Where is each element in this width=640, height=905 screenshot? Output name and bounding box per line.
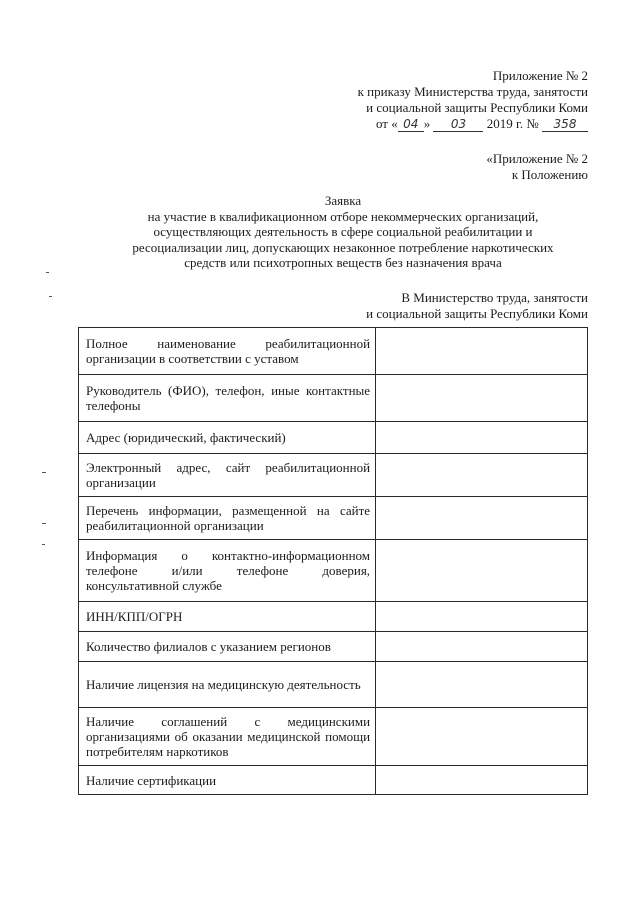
application-form-table [78, 327, 588, 795]
date-prefix: от « [375, 116, 398, 131]
title-line-2: осуществляющих деятельность в сфере социальной реабилитации и [153, 224, 533, 239]
row-value-email-site[interactable] [376, 454, 588, 497]
table-row [79, 540, 588, 602]
application-title [108, 193, 578, 271]
sub-appendix-line: к Положению [511, 167, 588, 182]
title-line-3: ресоциализации лиц, допускающих незаконное потребление наркотических [132, 239, 554, 255]
row-value-hotline[interactable] [376, 540, 588, 602]
row-label-site-info: Перечень информации, размещенной на сайте реабилитационной организации [79, 497, 376, 540]
title-heading: Заявка [324, 193, 362, 208]
row-label-address: Адрес (юридический, фактический) [79, 422, 376, 454]
table-row [79, 708, 588, 766]
row-value-full-name[interactable] [376, 328, 588, 375]
row-label-branches: Количество филиалов с указанием регионов [79, 632, 376, 662]
sub-appendix-title: «Приложение № 2 [486, 151, 588, 166]
date-day-handwritten: 04 [398, 118, 424, 132]
appendix-title: Приложение № 2 [492, 68, 588, 83]
order-number-handwritten: 358 [542, 118, 588, 132]
scan-artifact [42, 472, 46, 473]
table-row [79, 766, 588, 795]
addressee-line-2: и социальной защиты Республики Коми [366, 306, 588, 321]
table-row [79, 497, 588, 540]
order-line-2: и социальной защиты Республики Коми [366, 100, 588, 115]
row-value-branches[interactable] [376, 632, 588, 662]
row-label-inn: ИНН/КПП/ОГРН [79, 602, 376, 632]
order-header [358, 68, 588, 132]
table-row [79, 375, 588, 422]
table-row [79, 422, 588, 454]
date-year: 2019 г. № [486, 116, 539, 131]
title-line-1: на участие в квалификационном отборе некоммерческих организаций, [147, 208, 539, 224]
row-label-full-name: Полное наименование реабилитационной организации в соответствии с уставом [79, 328, 376, 375]
order-line-1: к приказу Министерства труда, занятости [357, 84, 588, 99]
order-date-line [358, 116, 588, 132]
scan-artifact [42, 523, 46, 524]
row-label-email-site: Электронный адрес, сайт реабилитационной организации [79, 454, 376, 497]
addressee [366, 290, 588, 322]
date-mid: » [423, 116, 431, 131]
table-row [79, 662, 588, 708]
table-row [79, 454, 588, 497]
row-value-inn[interactable] [376, 602, 588, 632]
row-value-site-info[interactable] [376, 497, 588, 540]
date-month-handwritten: 03 [433, 118, 483, 132]
addressee-line-1: В Министерство труда, занятости [401, 290, 588, 305]
regulation-header [486, 151, 588, 183]
row-value-director[interactable] [376, 375, 588, 422]
row-value-certification[interactable] [376, 766, 588, 795]
row-value-agreements[interactable] [376, 708, 588, 766]
row-value-address[interactable] [376, 422, 588, 454]
table-row [79, 328, 588, 375]
table-row [79, 602, 588, 632]
row-label-license: Наличие лицензия на медицинскую деятельность [79, 662, 376, 708]
scan-artifact [49, 296, 52, 297]
scan-artifact [46, 272, 49, 273]
row-label-certification: Наличие сертификации [79, 766, 376, 795]
row-value-license[interactable] [376, 662, 588, 708]
table-row [79, 632, 588, 662]
title-line-4: средств или психотропных веществ без назначения врача [184, 255, 502, 270]
row-label-hotline: Информация о контактно-информационном телефоне и/или телефоне доверия, консультативной службе [79, 540, 376, 602]
row-label-director: Руководитель (ФИО), телефон, иные контактные телефоны [79, 375, 376, 422]
row-label-agreements: Наличие соглашений с медицинскими организациями об оказании медицинской помощи потребителям наркотиков [79, 708, 376, 766]
scan-artifact [42, 544, 45, 545]
